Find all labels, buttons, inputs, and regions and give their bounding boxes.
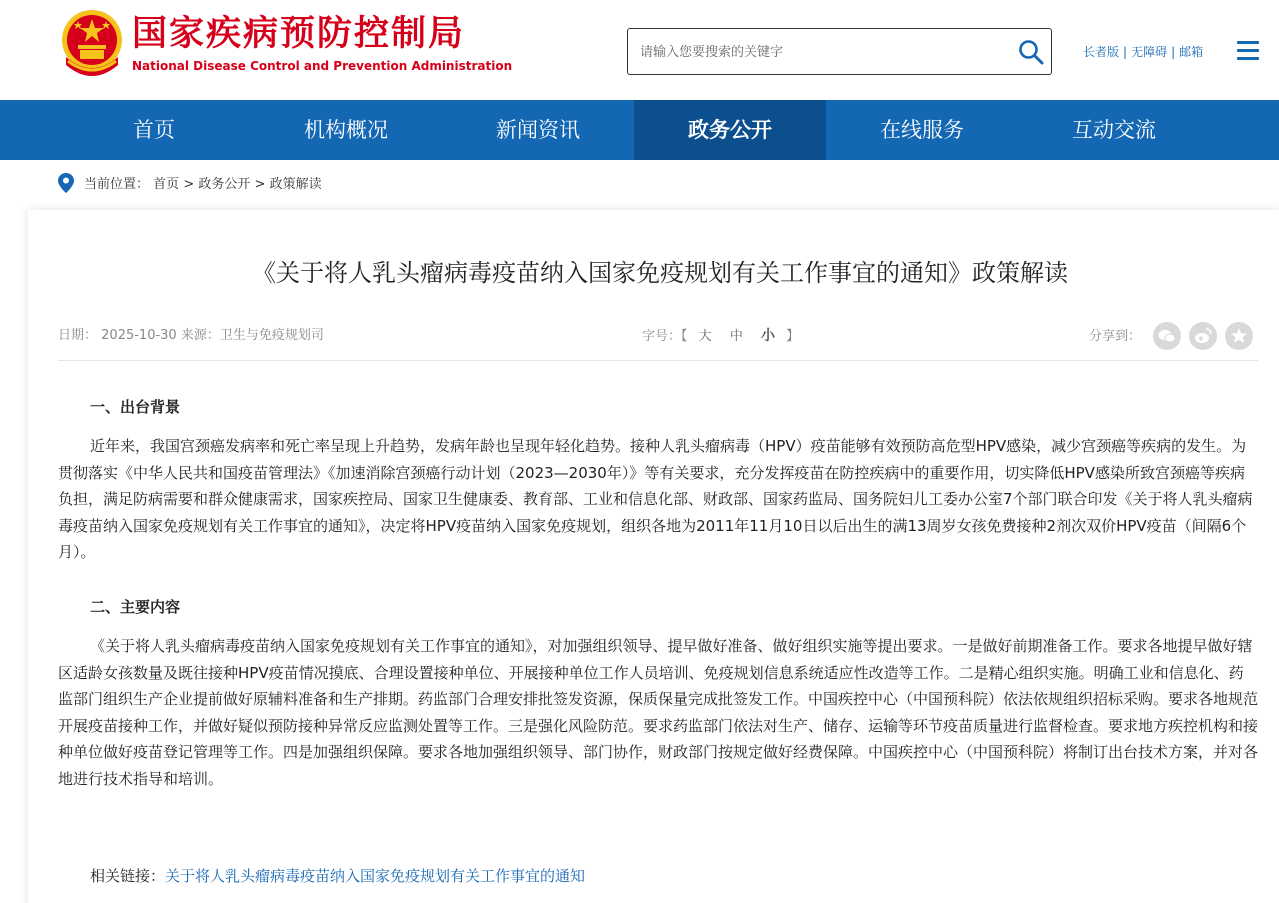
top-links [1083,44,1203,60]
link-separator: | [1123,45,1128,59]
nav-item-home[interactable]: 首页 [133,118,175,142]
date-label: 日期： [58,328,98,343]
site-logo-subtitle[interactable]: National Disease Control and Prevention Administration [132,59,513,73]
section-heading-main-content: 二、主要内容 [90,598,181,616]
article-meta [58,326,324,346]
article-date: 2025-10-30 [101,328,177,343]
font-size-small-button[interactable]: 小 [760,328,775,344]
national-emblem-icon[interactable] [60,7,124,77]
search-box [627,28,1052,75]
nav-item-about[interactable]: 机构概况 [304,118,388,142]
weibo-icon[interactable] [1189,322,1217,350]
hamburger-menu-icon[interactable] [1237,41,1259,61]
article-title: 《关于将人乳头瘤病毒疫苗纳入国家免疫规划有关工作事宜的通知》政策解读 [252,259,1068,287]
main-nav [0,100,1279,160]
site-header [0,0,1279,100]
section-paragraph-main-content: 《关于将人乳头瘤病毒疫苗纳入国家免疫规划有关工作事宜的通知》，对加强组织领导、提早做好准备、做好组织实施等提出要求。一是做好前期准备工作。要求各地提早做好辖区适龄女孩数量及既往接种HPV疫苗情况摸底、合理设置接种单位、开展接种单位工作人员培训、免疫规划信息系统适应性改造等工作。二是精心组织实施。明确工业和信息化、药监部门组织生产企业提前做好原辅料准备和生产排期。药监部门合理安排批签发资源，保质保量完成批签发工作。中国疾控中心（中国预科院）依法依规组织招标采购。要求各地规范开展疫苗接种工作，并做好疑似预防接种异常反应监测处置等工作。三是强化风险防范。要求药监部门依法对生产、储存、运输等环节疫苗质量进行监督检查。要求地方疾控机构和接种单位做好疫苗登记管理等工作。四是加强组织保障。要求各地加强组织领导、部门协作，财政部门按规定做好经费保障。中国疾控中心（中国预科院）将制订出台技术方案，并对各地进行技术指导和培训。 [58,637,1259,788]
elder-mode-link[interactable]: 长者版 [1083,45,1120,59]
nav-item-interaction[interactable]: 互动交流 [1072,118,1156,142]
breadcrumb-home[interactable]: 首页 [153,177,180,192]
source-label: 来源： [180,328,220,343]
share-label: 分享到： [1089,329,1142,344]
font-bracket-open: 【 [681,329,688,344]
section-heading-background: 一、出台背景 [90,398,181,416]
nav-item-news[interactable]: 新闻资讯 [496,118,580,142]
related-links-label: 相关链接： [90,867,166,885]
breadcrumb-label: 当前位置： [84,177,150,192]
nav-item-online-services[interactable]: 在线服务 [880,118,964,142]
related-links [90,865,585,887]
site-logo-title[interactable]: 国家疾病预防控制局 [132,14,466,54]
breadcrumb-separator: > [183,177,195,192]
breadcrumb-separator: > [254,177,266,192]
search-input[interactable] [640,41,1000,63]
font-bracket-close: 】 [786,329,800,344]
favorite-icon[interactable] [1225,322,1253,350]
location-pin-icon [58,173,74,193]
nav-item-government-affairs[interactable]: 政务公开 [634,100,826,160]
wechat-icon[interactable] [1153,322,1181,350]
search-icon[interactable] [1017,38,1045,66]
accessibility-link[interactable]: 无障碍 [1131,45,1168,59]
section-paragraph-background: 近年来，我国宫颈癌发病率和死亡率呈现上升趋势，发病年龄也呈现年轻化趋势。接种人乳头瘤病毒（HPV）疫苗能够有效预防高危型HPV感染，减少宫颈癌等疾病的发生。为贯彻落实《中华人民共和国疫苗管理法》《加速消除宫颈癌行动计划（2023—2030年）》等有关要求，充分发挥疫苗在防控疾病中的重要作用，切实降低HPV感染所致宫颈癌等疾病负担，满足防病需要和群众健康需求，国家疾控局、国家卫生健康委、教育部、工业和信息化部、财政部、国家药监局、国务院妇儿工委办公室7个部门联合印发《关于将人乳头瘤病毒疫苗纳入国家免疫规划有关工作事宜的通知》，决定将HPV疫苗纳入国家免疫规划，组织各地为2011年11月10日以后出生的满13周岁女孩免费接种2剂次双价HPV疫苗（间隔6个月）。 [58,437,1253,561]
related-notice-link[interactable]: 关于将人乳头瘤病毒疫苗纳入国家免疫规划有关工作事宜的通知 [165,867,586,885]
font-size-medium-button[interactable]: 中 [729,329,743,344]
breadcrumb-policy-interpretation[interactable]: 政策解读 [269,177,322,192]
meta-divider [58,360,1258,361]
font-size-label: 字号： [642,329,682,344]
mailbox-link[interactable]: 邮箱 [1179,45,1204,59]
article-source: 卫生与免疫规划司 [219,328,324,343]
breadcrumb-government-affairs[interactable]: 政务公开 [198,177,251,192]
link-separator: | [1171,45,1176,59]
font-size-large-button[interactable]: 大 [698,329,712,344]
font-size-control [642,326,799,347]
